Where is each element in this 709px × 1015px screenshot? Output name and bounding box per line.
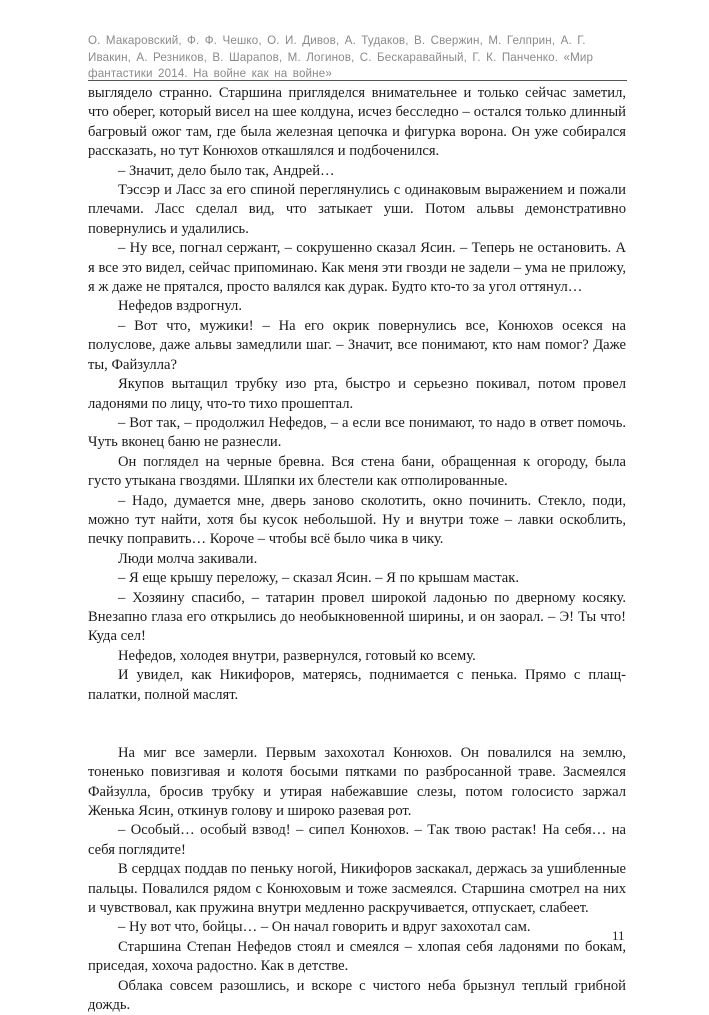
page-body [88,84,626,1015]
paragraph: В сердцах поддав по пеньку ногой, Никифоров заскакал, держась за ушибленные пальцы. Повалился рядом с Конюховым и тоже засмеялся. Старшина смотрел на них и чувствовал, как пружина внутри медленно раскручивается, отпускает, слабеет. [88,861,626,917]
section-break [88,724,626,743]
paragraph: – Я еще крышу переложу, – сказал Ясин. – Я по крышам мастак. [118,570,519,587]
paragraph: Он поглядел на черные бревна. Вся стена бани, обращенная к огороду, была густо утыкана гвоздями. Шляпки их блестели как отполированные. [88,453,626,490]
paragraph: – Особый… особый взвод! – сипел Конюхов. – Так твою растак! На себя… на себя поглядите! [88,822,626,858]
paragraph: Якупов вытащил трубку изо рта, быстро и серьезно покивал, потом провел ладонями по лицу, что-то тихо прошептал. [88,376,626,412]
paragraph: – Надо, думается мне, дверь заново сколотить, окно починить. Стекло, поди, можно тут найти, хотя бы кусок небольшой. Ну и внутри тоже – лавки оскоблить, печку поправить… Короче – чтобы всё было чика в чику. [88,492,626,548]
paragraph: И увидел, как Никифоров, матерясь, поднимается с пенька. Прямо с плащ-палатки, полной маслят. [88,667,626,703]
paragraph: Тэссэр и Ласс за его спиной переглянулись с одинаковым выражением и пожали плечами. Ласс сделал вид, что затыкает уши. Потом альвы демонстративно повернулись и удалились. [88,182,626,237]
paragraph: выглядело странно. Старшина пригляделся внимательнее и только сейчас заметил, что оберег, который висел на шее колдуна, исчез бесследно – остался только длинный багровый ожог там, где была железная цепочка и фигурка ворона. Он уже собирался рассказать, но тут Конюхов откашлялся и подбоченился. [88,85,626,160]
paragraph: – Ну все, погнал сержант, – сокрушенно сказал Ясин. – Теперь не остановить. А я все это видел, сейчас припоминаю. Как меня эти гвозди не задели – ума не приложу, я ж даже не прятался, просто валялся как дурак. Будто кто-то за угол оттянул… [88,240,626,296]
paragraph: На миг все замерли. Первым захохотал Конюхов. Он повалился на землю, тоненько повизгивая и колотя босыми пятками по разбросанной траве. Засмеялся Файзулла, бросив трубку и утирая набежавшие слезы, потом голосисто заржал Женька Ясин, откинув голову и широко разевая рот. [88,744,626,819]
header-divider [88,80,627,81]
paragraph: Старшина Степан Нефедов стоял и смеялся – хлопая себя ладонями по бокам, приседая, хохоча радостно. Как в детстве. [88,938,626,975]
paragraph: – Значит, дело было так, Андрей… [118,162,335,179]
section-break [88,705,626,724]
paragraph: Облака совсем разошлись, и вскоре с чистого неба брызнул теплый грибной дождь. [88,977,626,1014]
paragraph: – Вот так, – продолжил Нефедов, – а если все понимают, то надо в ответ помочь. Чуть вконец баню не разнесли. [88,414,626,451]
paragraph: – Ну вот что, бойцы… – Он начал говорить и вдруг захохотал сам. [118,919,531,936]
paragraph: – Хозяину спасибо, – татарин провел широкой ладонью по дверному косяку. Внезапно глаза его открылись до необыкновенной ширины, и он заорал. – Э! Ты что! Куда сел! [88,589,626,645]
page-number: 11 [612,928,625,943]
paragraph: Люди молча закивали. [118,550,258,567]
paragraph: – Вот что, мужики! – На его окрик повернулись все, Конюхов осекся на полуслове, даже альвы замедлили шаг. – Значит, все понимают, кто нам помог? Даже ты, Файзулла? [88,317,626,373]
paragraph: Нефедов вздрогнул. [118,298,242,315]
paragraph: Нефедов, холодея внутри, развернулся, готовый ко всему. [118,647,476,664]
running-header: О. Макаровский, Ф. Ф. Чешко, О. И. Дивов, А. Тудаков, В. Свержин, М. Гелприн, А. Г. Ивакин, А. Резников, В. Шарапов, М. Логинов, С. Бескаравайный, Г. К. Панченко. «Мир фантастики 2014. На войне как на войне» [88,34,594,80]
